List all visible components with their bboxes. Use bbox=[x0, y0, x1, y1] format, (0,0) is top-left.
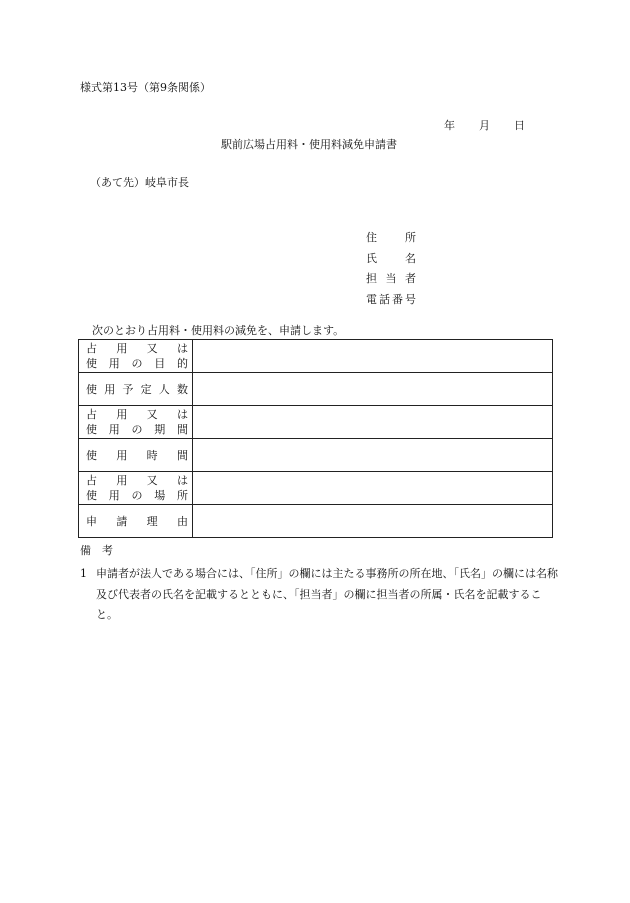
purpose-label: 占 用 又 は 使 用 の 目 的 bbox=[79, 340, 193, 373]
document-title: 駅前広場占用料・使用料減免申請書 bbox=[221, 138, 397, 151]
date-line bbox=[444, 120, 525, 131]
hours-field[interactable] bbox=[193, 439, 553, 472]
remarks-heading: 備 考 bbox=[80, 544, 113, 557]
headcount-field[interactable] bbox=[193, 373, 553, 406]
applicant-phone-label: 電 話 番 号 bbox=[366, 292, 416, 306]
location-field[interactable] bbox=[193, 472, 553, 505]
application-table bbox=[78, 339, 553, 538]
remarks-note bbox=[80, 564, 560, 626]
period-label: 占 用 又 は 使 用 の 期 間 bbox=[79, 406, 193, 439]
location-label: 占 用 又 は 使 用 の 場 所 bbox=[79, 472, 193, 505]
form-number: 様式第13号（第9条関係） bbox=[80, 81, 211, 94]
date-year-label: 年 bbox=[444, 119, 455, 132]
purpose-field[interactable] bbox=[193, 340, 553, 373]
applicant-address-label: 住 所 bbox=[366, 231, 416, 244]
applicant-name-label: 氏 名 bbox=[366, 251, 416, 265]
note-text: 申請者が法人である場合には、「住所」の欄には主たる事務所の所在地、「氏名」の欄には名称及び代表者の氏名を記載するとともに、「担当者」の欄に担当者の所属・氏名を記載すること。 bbox=[96, 567, 558, 621]
hours-label: 使 用 時 間 bbox=[79, 439, 193, 472]
period-field[interactable] bbox=[193, 406, 553, 439]
table-row bbox=[79, 373, 553, 406]
date-day-label: 日 bbox=[514, 119, 525, 132]
lead-text: 次のとおり占用料・使用料の減免を、申請します。 bbox=[92, 324, 345, 337]
table-row bbox=[79, 505, 553, 538]
addressee: （あて先）岐阜市長 bbox=[90, 176, 189, 189]
applicant-fields bbox=[366, 232, 416, 314]
note-number: 1 bbox=[80, 567, 87, 580]
table-row bbox=[79, 340, 553, 373]
reason-label: 申 請 理 由 bbox=[79, 505, 193, 538]
date-month-label: 月 bbox=[479, 119, 490, 132]
table-row bbox=[79, 472, 553, 505]
applicant-contact-label: 担 当 者 bbox=[366, 272, 416, 285]
table-row bbox=[79, 406, 553, 439]
table-row bbox=[79, 439, 553, 472]
headcount-label: 使 用 予 定 人 数 bbox=[79, 373, 193, 406]
reason-field[interactable] bbox=[193, 505, 553, 538]
